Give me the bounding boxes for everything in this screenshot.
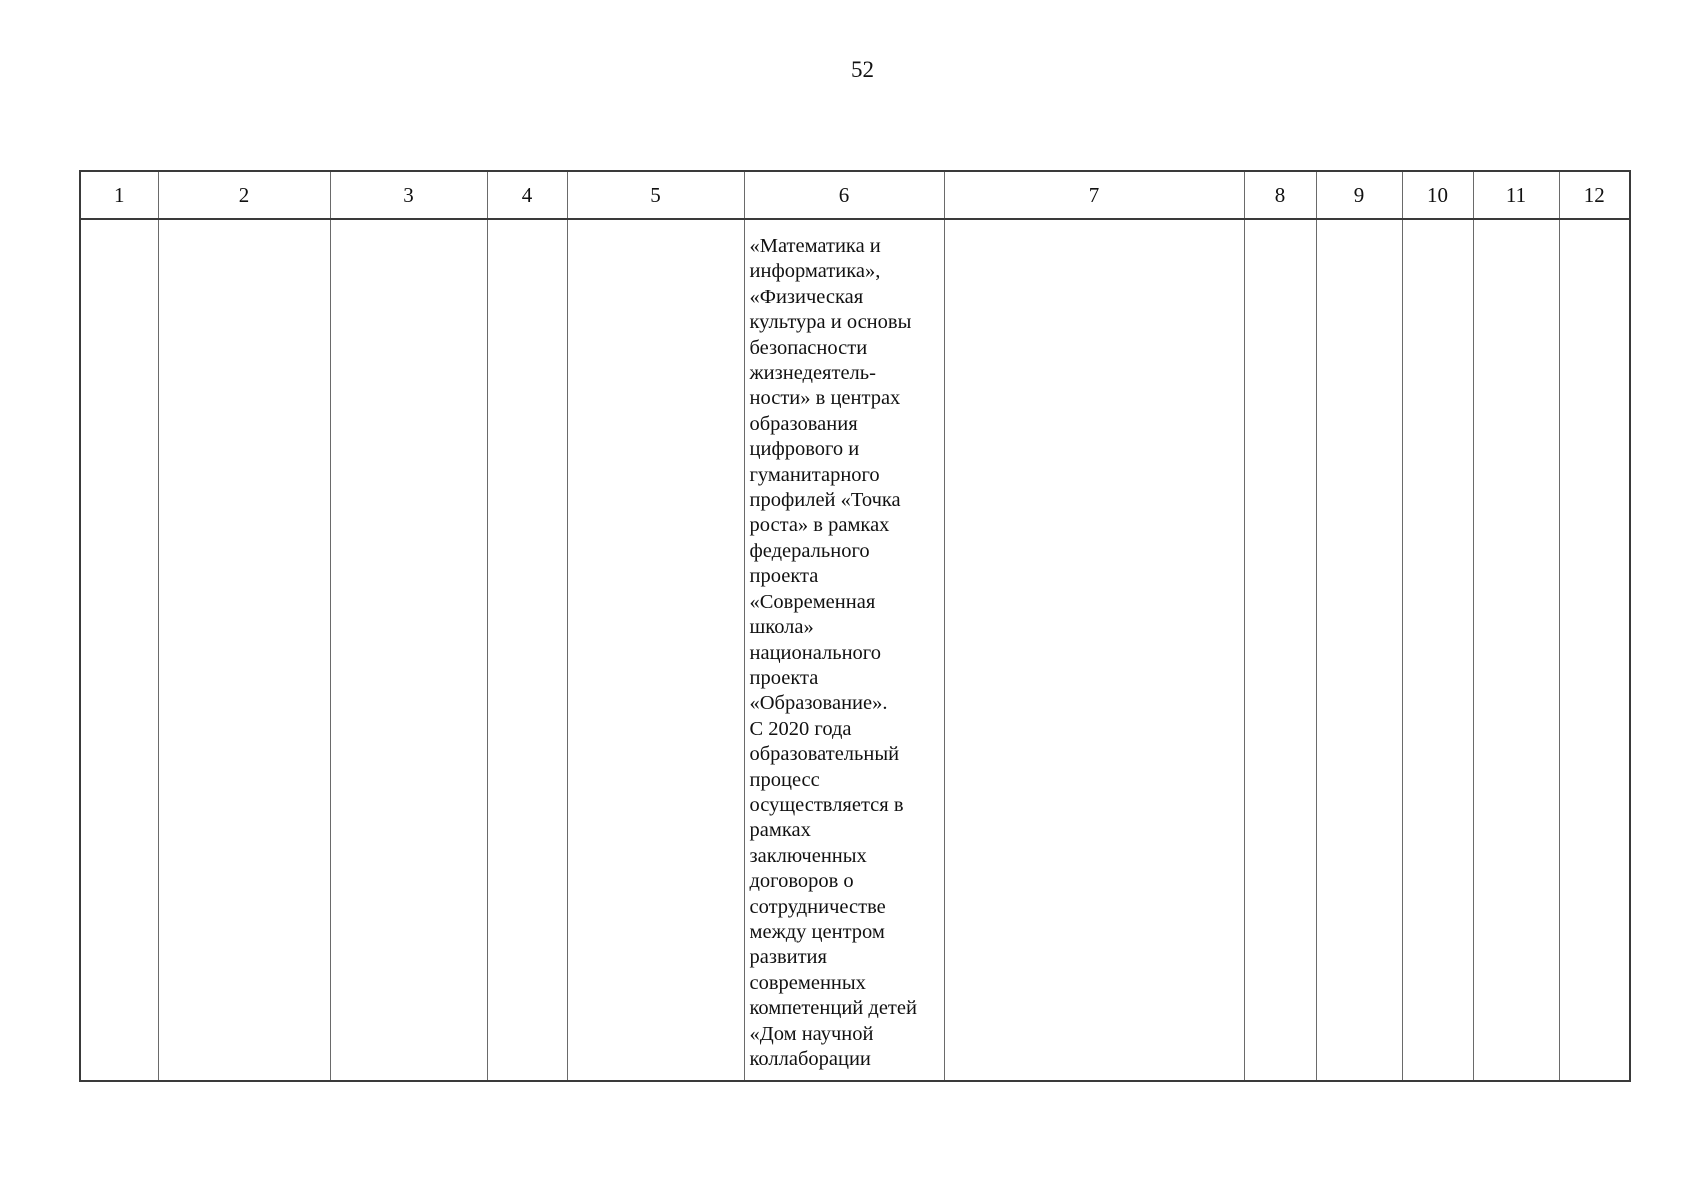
cell-col-7: [944, 219, 1244, 1081]
cell-col-12: [1559, 219, 1630, 1081]
header-row: [80, 171, 1630, 219]
cell-col-6-text: «Математика и информатика», «Физическая культура и основы безопасности жизнедеятель- ности» в центрах образования цифрового и гуманитарного профилей «Точка роста» в рамках федерального проекта «Современная школа» национального проекта «Образование». С 2020 года образовательный процесс осуществляется в рамках заключенных договоров о сотрудничестве между центром развития современных компетенций детей «Дом научной коллаборации: [749, 235, 917, 1070]
cell-col-4: [487, 219, 567, 1081]
column-header-9: 9: [1316, 171, 1402, 219]
column-header-10: 10: [1402, 171, 1473, 219]
cell-col-6: [744, 219, 944, 1081]
column-header-7: 7: [944, 171, 1244, 219]
column-header-12: 12: [1559, 171, 1630, 219]
cell-col-5: [567, 219, 744, 1081]
column-header-3: 3: [330, 171, 487, 219]
column-header-1: 1: [80, 171, 158, 219]
cell-col-10: [1402, 219, 1473, 1081]
column-header-6: 6: [744, 171, 944, 219]
cell-col-1: [80, 219, 158, 1081]
cell-col-9: [1316, 219, 1402, 1081]
column-header-5: 5: [567, 171, 744, 219]
cell-col-2: [158, 219, 330, 1081]
column-header-11: 11: [1473, 171, 1559, 219]
column-header-8: 8: [1244, 171, 1316, 219]
column-header-4: 4: [487, 171, 567, 219]
cell-col-11: [1473, 219, 1559, 1081]
cell-col-8: [1244, 219, 1316, 1081]
table-row: [80, 219, 1630, 1081]
document-table: [79, 170, 1631, 1082]
page-number: 52: [851, 57, 874, 82]
column-header-2: 2: [158, 171, 330, 219]
cell-col-3: [330, 219, 487, 1081]
